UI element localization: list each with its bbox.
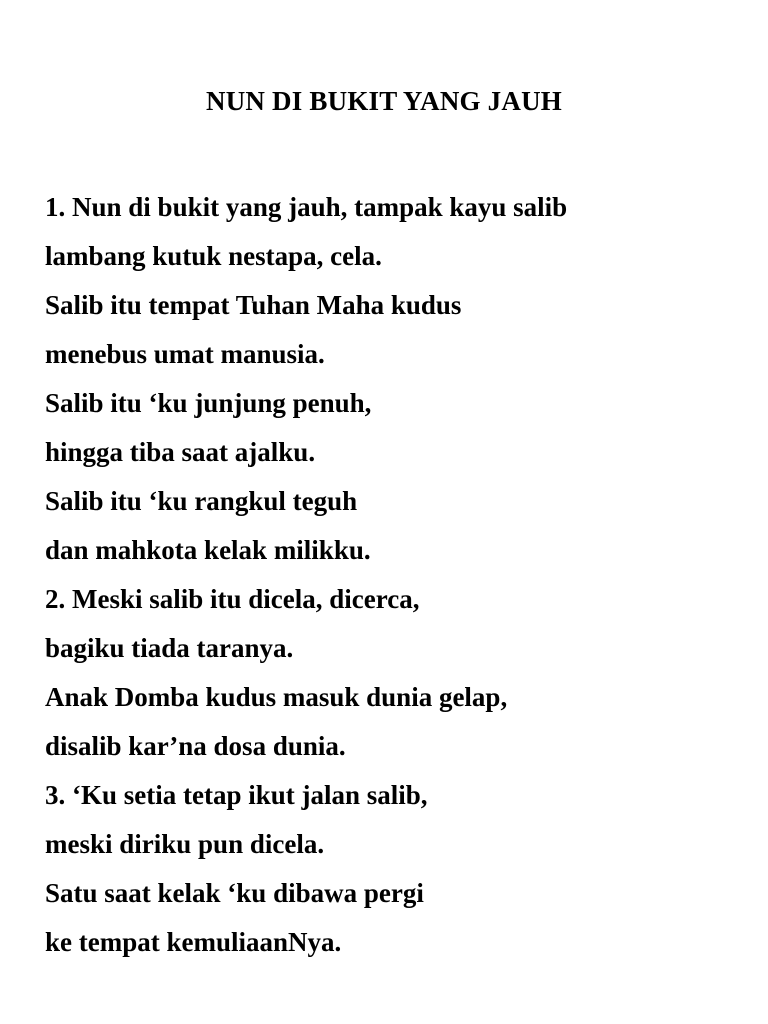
lyric-line: Satu saat kelak ‘ku dibawa pergi [45, 878, 424, 908]
lyric-line: Salib itu ‘ku rangkul teguh [45, 486, 358, 516]
page-title: NUN DI BUKIT YANG JAUH [206, 86, 562, 116]
lyric-line: 1. Nun di bukit yang jauh, tampak kayu salib [45, 192, 568, 222]
lyric-line: dan mahkota kelak milikku. [45, 535, 371, 565]
lyric-line: Salib itu ‘ku junjung penuh, [45, 388, 372, 418]
lyric-line: meski diriku pun dicela. [45, 829, 325, 859]
lyric-line: hingga tiba saat ajalku. [45, 437, 316, 467]
lyrics-body [45, 183, 745, 967]
lyric-line: ke tempat kemuliaanNya. [45, 927, 342, 957]
lyric-line: bagiku tiada taranya. [45, 633, 294, 663]
lyric-line: disalib kar’na dosa dunia. [45, 731, 346, 761]
lyric-line: lambang kutuk nestapa, cela. [45, 241, 382, 271]
lyric-line: Salib itu tempat Tuhan Maha kudus [45, 290, 462, 320]
lyric-line: 3. ‘Ku setia tetap ikut jalan salib, [45, 780, 428, 810]
lyric-line: 2. Meski salib itu dicela, dicerca, [45, 584, 420, 614]
lyric-line: Anak Domba kudus masuk dunia gelap, [45, 682, 508, 712]
lyric-line: menebus umat manusia. [45, 339, 325, 369]
